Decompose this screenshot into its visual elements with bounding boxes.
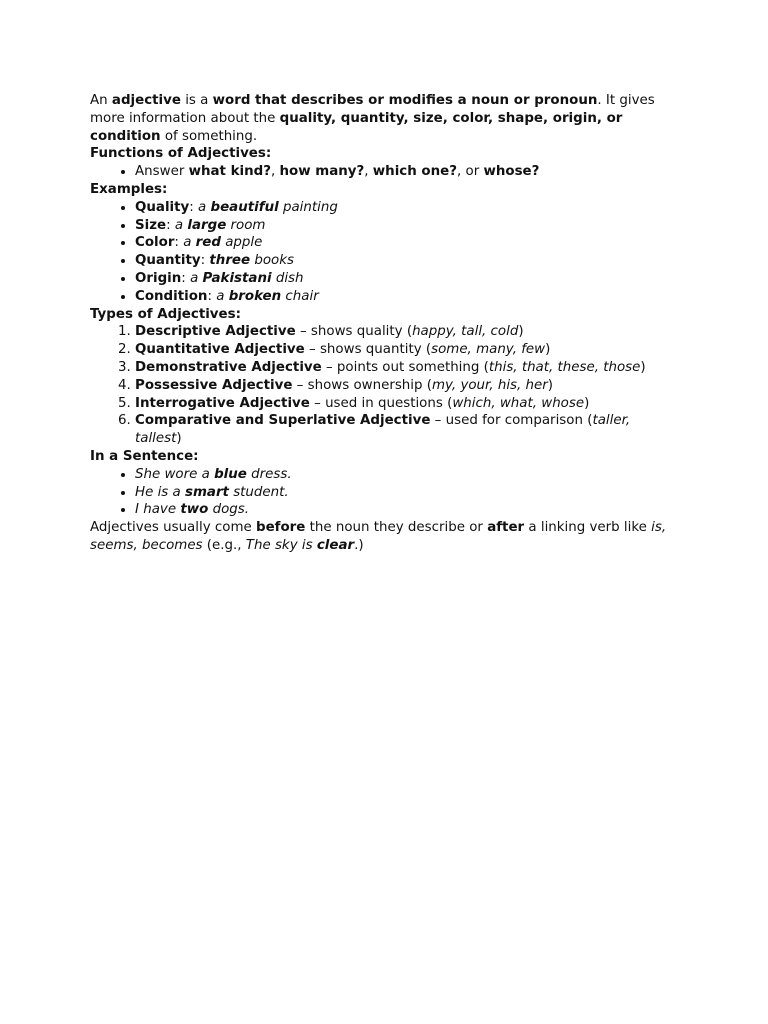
types-list [90, 323, 680, 448]
type-examples: my, your, his, her [432, 377, 548, 393]
sentences-heading: In a Sentence: [90, 448, 199, 464]
example-phrase: a red apple [183, 235, 263, 251]
type-desc: – shows quantity ( [304, 342, 432, 358]
list-item [135, 234, 680, 252]
closing-paragraph: Adjectives usually come before the noun they describe or after a linking verb like is, seems, becomes (e.g., The sky is clear.) [90, 520, 667, 553]
type-desc: – points out something ( [321, 359, 489, 375]
example-sep: : [174, 235, 184, 251]
functions-text: Answer [135, 164, 189, 180]
closing-after: after [487, 520, 525, 536]
type-examples: some, many, few [431, 342, 546, 358]
closing-adjective: clear [316, 537, 355, 553]
list-item [135, 466, 680, 484]
list-item: 4. Possessive Adjective – shows ownership (my, your, his, her) [135, 377, 680, 395]
list-item: 2. Quantitative Adjective – shows quantity (some, many, few) [135, 341, 680, 359]
list-item [135, 484, 680, 502]
example-adjective: three [209, 253, 251, 269]
example-adjective: beautiful [210, 199, 279, 215]
example-sep: : [207, 288, 217, 304]
sentences-list [90, 466, 680, 519]
type-name: Quantitative Adjective [135, 342, 305, 358]
list-item: 3. Demonstrative Adjective – points out something (this, that, these, those) [135, 359, 680, 377]
list-item [135, 163, 680, 181]
functions-list [90, 163, 680, 181]
list-item [135, 270, 680, 288]
example-sep: : [166, 217, 175, 233]
example-sep: : [181, 270, 191, 286]
example-phrase: three books [209, 253, 294, 269]
functions-heading: Functions of Adjectives: [90, 146, 272, 162]
example-label: Size [135, 217, 167, 233]
list-item [135, 217, 680, 235]
sentence-example: He is a smart student. [135, 484, 289, 500]
type-desc: – shows quality ( [295, 324, 413, 340]
sentence-adjective: blue [214, 466, 247, 482]
sentence-adjective: smart [184, 484, 229, 500]
example-adjective: red [195, 235, 221, 251]
example-label: Color [135, 235, 175, 251]
type-name: Possessive Adjective [135, 377, 293, 393]
type-name: Descriptive Adjective [135, 324, 296, 340]
example-adjective: broken [228, 288, 282, 304]
list-item: 5. Interrogative Adjective – used in questions (which, what, whose) [135, 395, 680, 413]
type-name: Comparative and Superlative Adjective [135, 413, 431, 429]
examples-heading: Examples: [90, 181, 168, 197]
functions-question: how many? [279, 164, 365, 180]
list-item: 6. Comparative and Superlative Adjective – used for comparison (taller, tallest) [135, 412, 680, 448]
intro-definition: word that describes or modifies a noun or pronoun [212, 93, 598, 108]
example-adjective: Pakistani [202, 270, 272, 286]
intro-text: An [90, 93, 112, 108]
functions-text: , [270, 164, 280, 180]
functions-question: whose? [483, 164, 540, 180]
type-name: Demonstrative Adjective [135, 359, 322, 375]
example-sep: : [189, 199, 199, 215]
example-label: Quantity [135, 253, 201, 269]
intro-text: of something. [160, 128, 258, 144]
functions-question: what kind? [188, 164, 271, 180]
type-examples: happy, tall, cold [412, 324, 519, 340]
example-phrase: a broken chair [216, 288, 319, 304]
list-item [135, 501, 680, 519]
example-phrase: a large room [174, 217, 266, 233]
intro-text: is a [180, 93, 213, 108]
type-examples: taller, tallest [135, 413, 631, 447]
intro-text: . It gives more information about the [90, 93, 655, 126]
list-item: 1. Descriptive Adjective – shows quality (happy, tall, cold) [135, 323, 680, 341]
type-examples: this, that, these, those [488, 359, 641, 375]
list-item [135, 288, 680, 306]
example-phrase: a beautiful painting [198, 199, 338, 215]
functions-question: which one? [372, 164, 458, 180]
types-heading: Types of Adjectives: [90, 306, 241, 322]
sentence-example: She wore a blue dress. [135, 466, 292, 482]
type-name: Interrogative Adjective [135, 395, 310, 411]
type-examples: which, what, whose [452, 395, 585, 411]
example-adjective: large [187, 217, 227, 233]
example-label: Quality [135, 199, 190, 215]
intro-properties: quality, quantity, size, color, shape, origin, or condition [90, 110, 623, 144]
sentence-adjective: two [180, 502, 209, 518]
list-item [135, 199, 680, 217]
list-item [135, 252, 680, 270]
example-label: Origin [135, 270, 182, 286]
functions-text: , [364, 164, 373, 180]
intro-term: adjective [111, 93, 181, 108]
document-page [90, 92, 680, 555]
example-phrase: a Pakistani dish [190, 270, 304, 286]
type-desc: – used in questions ( [309, 395, 453, 411]
examples-list [90, 199, 680, 306]
closing-before: before [255, 520, 306, 536]
type-desc: – used for comparison ( [430, 413, 593, 429]
closing-verbs: is, seems, becomes [90, 520, 667, 553]
type-desc: – shows ownership ( [292, 377, 432, 393]
intro-paragraph [90, 92, 680, 145]
sentence-example: I have two dogs. [135, 502, 249, 518]
example-label: Condition [135, 288, 208, 304]
example-sep: : [200, 253, 210, 269]
functions-text: , or [457, 164, 484, 180]
closing-example: The sky is clear [245, 537, 355, 553]
